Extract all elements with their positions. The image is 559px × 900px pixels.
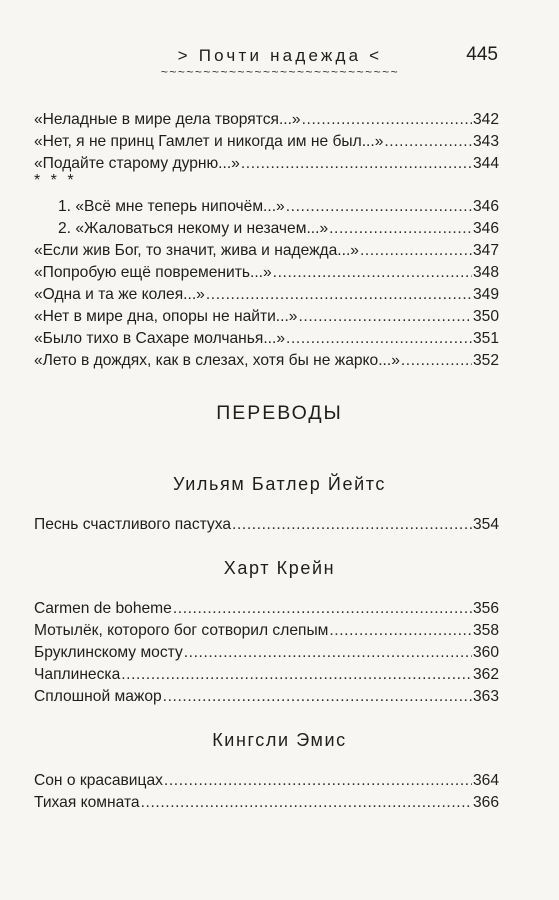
dot-leader: [173, 598, 472, 620]
dot-leader: [232, 514, 472, 536]
toc-entry-title: «Было тихо в Сахаре молчанья...»: [34, 330, 286, 347]
toc-entry-title: «Нет в мире дна, опоры не найти...»: [34, 308, 298, 325]
running-head-title: > Почти надежда <: [177, 46, 383, 65]
toc-entry-page: 363: [472, 688, 499, 705]
toc-entry-page: 351: [472, 330, 499, 347]
dot-leader: [164, 770, 472, 792]
toc-entry-title: Carmen de boheme: [34, 600, 172, 617]
wavy-ornament: ~~~~~~~~~~~~~~~~~~~~~~~~~~~~: [160, 65, 400, 79]
toc-entry-page: 358: [472, 622, 499, 639]
toc-entry-page: 350: [472, 308, 499, 325]
running-head: [0, 44, 559, 79]
toc-entry-title: Мотылёк, которого бог сотворил слепым: [34, 622, 329, 639]
toc-entry: [34, 240, 499, 262]
toc-entry-title: «Подайте старому дурню...»: [34, 155, 240, 172]
toc-entry: [58, 196, 499, 218]
toc-entry-title: Сплошной мажор: [34, 688, 162, 705]
dot-leader: [286, 196, 472, 218]
toc-entry: [34, 620, 499, 642]
dot-leader: [184, 642, 472, 664]
toc-entry-page: 347: [472, 242, 499, 259]
toc-entry-title: Тихая комната: [34, 794, 140, 811]
toc-entry-title: «Неладные в мире дела творятся...»: [34, 111, 301, 128]
toc-entry-title: 2. «Жаловаться некому и незачем...»: [58, 220, 329, 237]
dot-leader: [401, 350, 472, 372]
dot-leader: [298, 306, 471, 328]
section-stars: * * *: [34, 172, 77, 189]
dot-leader: [141, 792, 472, 814]
toc-entry: [34, 664, 499, 686]
toc-entry-title: «Попробую ещё повременить...»: [34, 264, 272, 281]
dot-leader: [241, 153, 472, 175]
toc-entry-page: 362: [472, 666, 499, 683]
author-heading: Уильям Батлер Йейтс: [173, 474, 386, 494]
toc-entry: [34, 284, 499, 306]
dot-leader: [302, 109, 472, 131]
dot-leader: [273, 262, 472, 284]
author-heading: Кингсли Эмис: [212, 730, 347, 750]
author-heading: Харт Крейн: [223, 558, 336, 578]
toc-entry-page: 352: [472, 352, 499, 369]
toc-entry: [34, 131, 499, 153]
toc-entry-title: Песнь счастливого пастуха: [34, 516, 232, 533]
toc-entry-title: «Лето в дождях, как в слезах, хотя бы не жарко...»: [34, 352, 400, 369]
toc-entry-page: 356: [472, 600, 499, 617]
toc-entry: [34, 792, 499, 814]
toc-entry: [58, 218, 499, 240]
dot-leader: [206, 284, 472, 306]
dot-leader: [163, 686, 472, 708]
dot-leader: [329, 620, 472, 642]
dot-leader: [384, 131, 472, 153]
toc-entry-page: 366: [472, 794, 499, 811]
toc-entry-title: «Одна и та же колея...»: [34, 286, 205, 303]
toc-entry-page: 346: [472, 220, 499, 237]
section-heading: ПЕРЕВОДЫ: [216, 402, 343, 424]
toc-entry-page: 349: [472, 286, 499, 303]
toc-entry: [34, 642, 499, 664]
toc-entry-page: 342: [472, 111, 499, 128]
toc-entry: [34, 514, 499, 536]
dot-leader: [329, 218, 472, 240]
toc-entry-title: Бруклинскому мосту: [34, 644, 183, 661]
toc-entry-title: 1. «Всё мне теперь нипочём...»: [58, 198, 285, 215]
toc-entry: [34, 598, 499, 620]
dot-leader: [360, 240, 472, 262]
toc-entry: [34, 153, 499, 175]
toc-entry-page: 343: [472, 133, 499, 150]
toc-entry: [34, 686, 499, 708]
toc-entry-title: Чаплинеска: [34, 666, 121, 683]
dot-leader: [286, 328, 472, 350]
page-number: 445: [466, 44, 498, 65]
toc-entry: [34, 109, 499, 131]
toc-entry-page: 348: [472, 264, 499, 281]
toc-entry-title: «Нет, я не принц Гамлет и никогда им не был...»: [34, 133, 384, 150]
toc-entry: [34, 350, 499, 372]
toc-entry-title: Сон о красавицах: [34, 772, 163, 789]
toc-entry-title: «Если жив Бог, то значит, жива и надежда...»: [34, 242, 359, 259]
toc-entry-page: 346: [472, 198, 499, 215]
toc-entry-page: 360: [472, 644, 499, 661]
toc-entry: [34, 306, 499, 328]
toc-entry: [34, 770, 499, 792]
toc-entry-page: 364: [472, 772, 499, 789]
toc-entry-page: 354: [472, 516, 499, 533]
toc-entry: [34, 262, 499, 284]
toc-entry-page: 344: [472, 155, 499, 172]
dot-leader: [121, 664, 472, 686]
toc-entry: [34, 328, 499, 350]
